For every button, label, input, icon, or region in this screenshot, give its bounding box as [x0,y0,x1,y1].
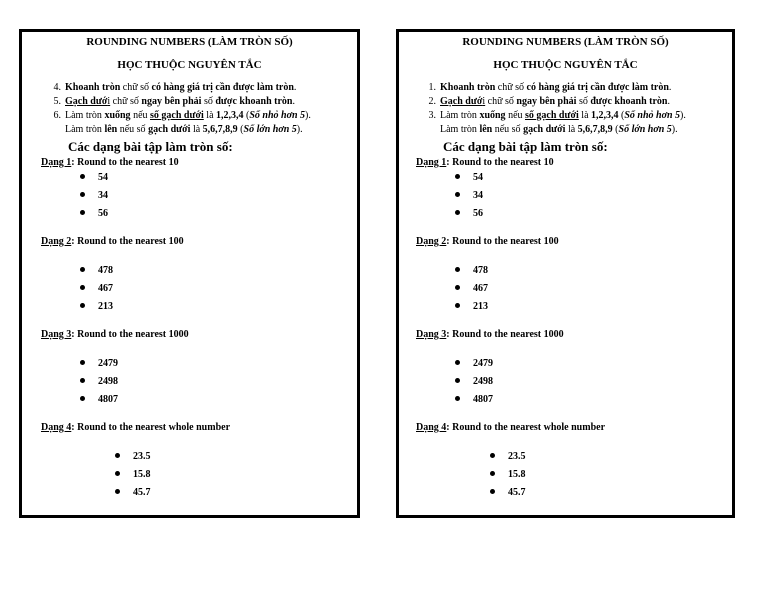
rule-text-part: Làm tròn [65,124,105,135]
bullet-icon [455,285,460,290]
rule-bold: được khoanh tròn [215,96,293,107]
rule-bold: 1,2,3,4 [216,110,244,121]
list-item-value: 15.8 [133,469,151,480]
rule-text-part: nếu số [117,124,149,135]
rule-text-part: chữ số [110,96,142,107]
exercise-type-heading [41,236,184,247]
exercise-type-tag: Dạng 1 [41,157,72,168]
list-item-value: 23.5 [133,451,151,462]
rule-continuation [440,124,678,135]
bullet-icon [80,210,85,215]
rule-text-part: là [203,110,217,121]
bullet-icon [455,396,460,401]
list-item-value: 23.5 [508,451,526,462]
bullet-icon [80,303,85,308]
list-item [80,283,113,294]
rule-text-part: ). [296,124,303,135]
bullet-icon [80,174,85,179]
list-item-value: 4807 [98,394,118,405]
list-item-value: 45.7 [508,487,526,498]
rule-text-part: . [292,96,295,107]
rule-bold-italic: Số lớn hơn 5 [243,124,297,135]
bullet-icon [80,396,85,401]
rule-bold: Khoanh tròn [440,82,496,93]
list-item-value: 56 [98,208,108,219]
list-item [455,265,488,276]
exercise-type-tag: Dạng 4 [416,422,447,433]
rule-text-part: nếu [505,110,526,121]
rule-bold: Khoanh tròn [65,82,121,93]
bullet-icon [490,471,495,476]
list-item [115,469,151,480]
list-item-value: 45.7 [133,487,151,498]
section-heading: Các dạng bài tập làm tròn số: [443,139,608,154]
rule-number: 6. [53,110,61,121]
rule-number: 3. [428,110,436,121]
bullet-icon [80,360,85,365]
list-item-value: 4807 [473,394,493,405]
list-item [80,190,108,201]
rule-bold: gạch dưới [148,124,191,135]
rule-bold-underline: số gạch dưới [525,110,579,121]
exercise-type-heading [41,329,189,340]
rule-text-part: là [190,124,203,135]
section-heading: Các dạng bài tập làm tròn số: [68,139,233,154]
worksheet-title: ROUNDING NUMBERS (LÀM TRÒN SỐ) [462,36,669,48]
list-item [80,172,108,183]
bullet-icon [115,453,120,458]
list-item [80,301,113,312]
rule-text [65,110,311,122]
bullet-icon [80,192,85,197]
rule-number: 5. [53,96,61,107]
list-item [490,487,526,498]
rule-bold-underline: Gạch dướ [440,96,483,107]
bullet-icon [455,192,460,197]
rule-text-part: . [293,82,297,93]
rule-number: 1. [428,82,436,93]
exercise-type-text: : Round to the nearest 10 [446,157,554,168]
rule-text-part: ( [612,124,619,135]
list-item-value: 2479 [473,358,493,369]
list-item [455,208,483,219]
rule-bold: xuống [104,110,131,121]
rule-text [65,82,296,94]
list-item [115,487,151,498]
worksheet-title: ROUNDING NUMBERS (LÀM TRÒN SỐ) [86,36,293,48]
rule-bold: 5,6,7,8,9 [577,124,613,135]
rule-text-part: chữ số [485,96,517,107]
exercise-type-tag: Dạng 3 [41,329,72,340]
rule-text-part: ). [671,124,678,135]
list-item-value: 467 [98,283,113,294]
rule-text [65,96,295,108]
worksheet-right [396,29,735,518]
bullet-icon [115,471,120,476]
rule-bold: ngay bên phải [516,96,577,107]
exercise-type-heading [416,157,554,168]
list-item-value: 56 [473,208,483,219]
rule-text [440,110,686,122]
bullet-icon [455,267,460,272]
exercise-type-tag: Dạng 1 [416,157,447,168]
list-item [455,376,493,387]
exercise-type-text: : Round to the nearest whole number [446,422,606,433]
rule-text-part: chữ số [120,82,152,93]
bullet-icon [80,378,85,383]
worksheet-subtitle: HỌC THUỘC NGUYÊN TẮC [117,59,262,71]
rule-bold: được khoanh tròn [590,96,668,107]
rule-bold-italic: Số nhỏ hơn 5 [624,110,681,121]
list-item [455,394,493,405]
bullet-icon [490,453,495,458]
list-item-value: 478 [473,265,488,276]
rule-continuation [65,124,303,135]
list-item [490,451,526,462]
list-item-value: 34 [98,190,108,201]
rule-text-part: số [201,96,216,107]
rule-bold-italic: Số nhỏ hơn 5 [249,110,306,121]
worksheet-left [19,29,360,518]
list-item-value: 478 [98,265,113,276]
rule-bold: có hàng giá trị cần được làm tròn [151,82,294,93]
list-item [80,265,113,276]
exercise-type-tag: Dạng 2 [41,236,72,247]
list-item [455,190,483,201]
list-item-value: 54 [98,172,108,183]
rule-bold: xuống [479,110,506,121]
rule-text-part: Làm tròn [440,124,480,135]
rule-bold: 1,2,3,4 [591,110,619,121]
exercise-type-tag: Dạng 3 [416,329,447,340]
bullet-icon [455,174,460,179]
list-item-value: 54 [473,172,483,183]
list-item-value: 2498 [98,376,118,387]
list-item-value: 15.8 [508,469,526,480]
list-item-value: 213 [473,301,488,312]
rule-text [440,82,671,94]
exercise-type-text: : Round to the nearest 1000 [71,329,189,340]
rule-text-part: i [107,96,111,107]
list-item [80,358,118,369]
list-item-value: 2498 [473,376,493,387]
bullet-icon [455,378,460,383]
exercise-type-text: : Round to the nearest 1000 [446,329,564,340]
rule-text-part: nếu [130,110,151,121]
bullet-icon [455,360,460,365]
rule-text [440,96,670,108]
exercise-type-heading [416,422,605,433]
list-item [490,469,526,480]
rule-text-part: ( [618,110,625,121]
exercise-type-heading [41,422,230,433]
rule-text-part: ( [237,124,244,135]
exercise-type-heading [41,157,179,168]
bullet-icon [490,489,495,494]
bullet-icon [80,285,85,290]
rule-text-part: chữ số [495,82,527,93]
list-item [80,376,118,387]
rule-text-part: nếu số [492,124,524,135]
rule-bold-underline: Gạch dướ [65,96,108,107]
exercise-type-text: : Round to the nearest whole number [71,422,231,433]
exercise-type-text: : Round to the nearest 10 [71,157,179,168]
list-item [80,208,108,219]
rule-bold: 5,6,7,8,9 [202,124,238,135]
rule-bold: lên [104,124,118,135]
exercise-type-heading [416,329,564,340]
rule-text-part: ). [680,110,686,121]
exercise-type-tag: Dạng 2 [416,236,447,247]
rule-bold-underline: số gạch dưới [150,110,204,121]
list-item-value: 34 [473,190,483,201]
rule-text-part: . [667,96,670,107]
rule-text-part: số [576,96,591,107]
rule-text-part: ( [243,110,250,121]
list-item-value: 467 [473,283,488,294]
list-item-value: 2479 [98,358,118,369]
list-item [115,451,151,462]
rule-text-part: ). [305,110,311,121]
rule-text-part: là [565,124,578,135]
rule-text-part: i [482,96,486,107]
list-item [80,394,118,405]
exercise-type-text: : Round to the nearest 100 [71,236,184,247]
list-item [455,172,483,183]
list-item-value: 213 [98,301,113,312]
bullet-icon [455,210,460,215]
exercise-type-tag: Dạng 4 [41,422,72,433]
rule-number: 2. [428,96,436,107]
rule-text-part: Làm tròn [440,110,480,121]
exercise-type-text: : Round to the nearest 100 [446,236,559,247]
list-item [455,301,488,312]
rule-bold: gạch dưới [523,124,566,135]
rule-bold: lên [479,124,493,135]
rule-bold: ngay bên phải [141,96,202,107]
list-item [455,283,488,294]
rule-bold: có hàng giá trị cần được làm tròn [526,82,669,93]
rule-text-part: . [668,82,672,93]
bullet-icon [80,267,85,272]
rule-text-part: là [578,110,592,121]
bullet-icon [115,489,120,494]
worksheet-subtitle: HỌC THUỘC NGUYÊN TẮC [493,59,638,71]
exercise-type-heading [416,236,559,247]
list-item [455,358,493,369]
bullet-icon [455,303,460,308]
rule-bold-italic: Số lớn hơn 5 [618,124,672,135]
rule-text-part: Làm tròn [65,110,105,121]
rule-number: 4. [53,82,61,93]
